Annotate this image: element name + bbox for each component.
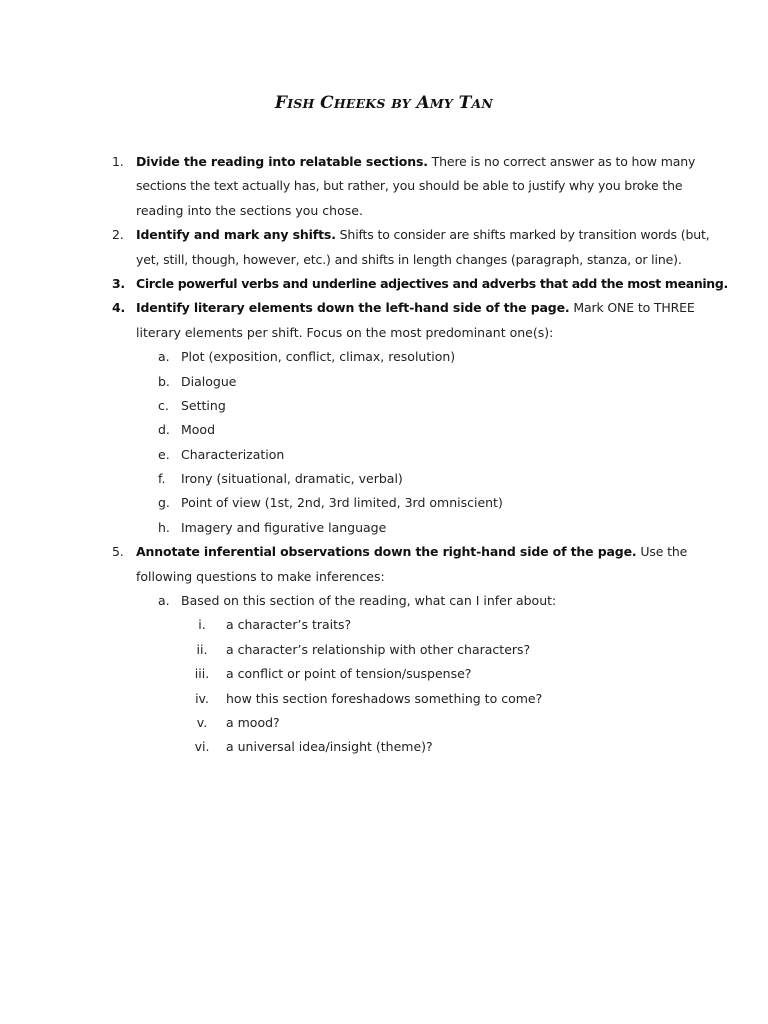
roman-sub-item-text: a character’s relationship with other characters? xyxy=(226,641,531,657)
roman-sub-item xyxy=(0,711,768,735)
sub-item-letter: c. xyxy=(158,397,169,413)
item-number: 1. xyxy=(112,154,124,169)
roman-numeral: i. xyxy=(198,617,206,633)
sub-item-letter: b. xyxy=(158,373,170,389)
roman-numeral: iii. xyxy=(194,666,210,682)
sub-item xyxy=(0,370,768,394)
item-bold-lead: Annotate inferential observations down the right-hand side of the page. xyxy=(136,544,637,560)
roman-sub-item-text: a character’s traits? xyxy=(226,617,352,633)
page-title xyxy=(0,93,768,113)
title-word: FISH xyxy=(274,93,315,113)
sub-item-letter: f. xyxy=(158,471,166,487)
item-number: 3. xyxy=(112,275,125,291)
sub-item xyxy=(0,491,768,515)
sub-item xyxy=(0,443,768,467)
sub-item-text: Point of view (1st, 2nd, 3rd limited, 3rd omniscient) xyxy=(181,495,503,511)
roman-sub-item xyxy=(0,687,768,711)
sub-item-letter: a. xyxy=(158,349,170,365)
roman-sub-item-text: a mood? xyxy=(226,714,280,730)
list-item-continuation: yet, still, though, however, etc.) and shifts in length changes (paragraph, stanza, or line). xyxy=(136,251,682,267)
title-word: AMY xyxy=(416,93,454,113)
title-word: BY xyxy=(391,96,411,111)
list-item-continuation: following questions to make inferences: xyxy=(136,568,385,584)
sub-item-letter: e. xyxy=(158,446,170,462)
roman-sub-item xyxy=(0,662,768,686)
list-item-3 xyxy=(0,272,768,296)
roman-sub-item xyxy=(0,735,768,759)
item-text: Divide the reading into relatable sections. There is no correct answer as to how many xyxy=(136,154,696,169)
list-item-continuation: literary elements per shift. Focus on the most predominant one(s): xyxy=(136,324,554,340)
list-item-2 xyxy=(0,223,768,247)
title-word: TAN xyxy=(458,93,494,113)
sub-item-text: Setting xyxy=(181,397,226,413)
item-bold-lead: Identify and mark any shifts. xyxy=(136,227,336,243)
roman-numeral: ii. xyxy=(196,641,208,657)
sub-item-text: Imagery and figurative language xyxy=(181,519,387,535)
sub-item xyxy=(0,516,768,540)
sub-item xyxy=(0,418,768,442)
list-item-continuation: reading into the sections you chose. xyxy=(136,202,363,218)
roman-sub-item-text: a conflict or point of tension/suspense? xyxy=(226,666,472,682)
roman-numeral: v. xyxy=(196,714,208,730)
sub-item xyxy=(0,394,768,418)
roman-sub-item-text: how this section foreshadows something to come? xyxy=(226,690,543,706)
sub-item-letter: a. xyxy=(158,593,170,609)
list-item-5 xyxy=(0,540,768,564)
list-item-continuation: sections the text actually has, but rather, you should be able to justify why you broke the xyxy=(136,178,683,194)
sub-item-text: Characterization xyxy=(181,446,285,462)
roman-sub-item-text: a universal idea/insight (theme)? xyxy=(226,739,433,755)
sub-item-text: Mood xyxy=(181,422,216,438)
item-text: Identify and mark any shifts. Shifts to consider are shifts marked by transition words (but, xyxy=(136,227,710,243)
sub-item xyxy=(0,589,768,613)
sub-item-text: Irony (situational, dramatic, verbal) xyxy=(181,471,403,487)
item-text: Annotate inferential observations down the right-hand side of the page. Use the xyxy=(136,544,688,560)
item-number: 2. xyxy=(112,227,124,243)
sub-item-text: Based on this section of the reading, what can I infer about: xyxy=(181,593,557,609)
sub-item-text: Plot (exposition, conflict, climax, resolution) xyxy=(181,349,456,365)
item-bold-lead: Identify literary elements down the left-hand side of the page. xyxy=(136,300,570,316)
roman-numeral: vi. xyxy=(194,739,210,755)
item-bold-lead: Circle powerful verbs and underline adjectives and adverbs that add the most meaning. xyxy=(136,275,728,291)
sub-item xyxy=(0,467,768,491)
item-number: 4. xyxy=(112,300,126,316)
item-bold-lead: Divide the reading into relatable sections. xyxy=(136,154,428,169)
sub-item-text: Dialogue xyxy=(181,373,237,389)
sub-item xyxy=(0,345,768,369)
sub-item-letter: h. xyxy=(158,519,170,535)
list-item-4 xyxy=(0,296,768,320)
roman-sub-item xyxy=(0,613,768,637)
sub-item-letter: d. xyxy=(158,422,170,438)
roman-sub-item xyxy=(0,638,768,662)
instruction-list xyxy=(0,150,768,760)
sub-item-letter: g. xyxy=(158,495,170,511)
item-text: Identify literary elements down the left-hand side of the page. Mark ONE to THREE xyxy=(136,300,695,316)
item-number: 5. xyxy=(112,544,124,560)
title-word: CHEEKS xyxy=(320,93,386,113)
roman-numeral: iv. xyxy=(195,690,209,706)
list-item-1 xyxy=(0,150,768,174)
